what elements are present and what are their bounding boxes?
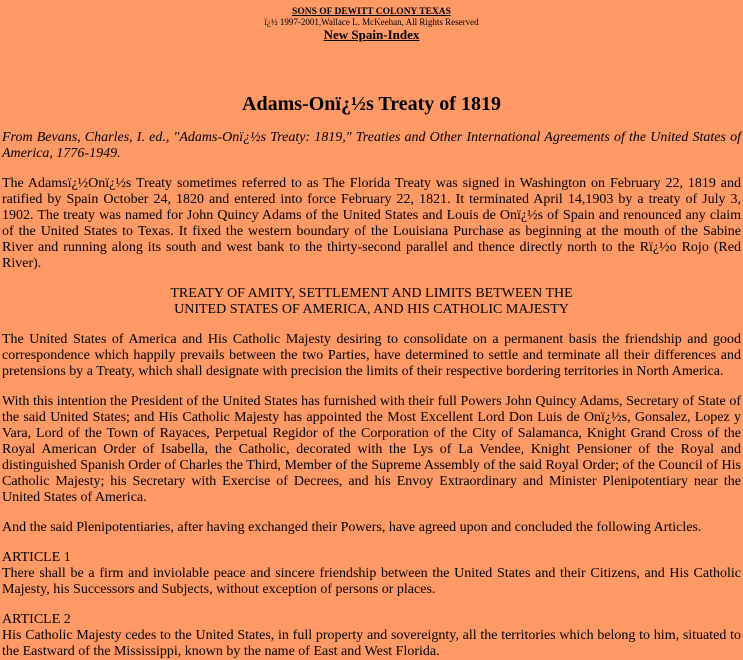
site-name: SONS OF DEWITT COLONY TEXAS (292, 7, 451, 17)
article-text: His Catholic Majesty cedes to the United States, in full property and sovereignty, all the territories which belong to him, situated to the Eastward of the Mississippi, known by the name of East and West Florida. (2, 628, 741, 659)
copyright: ï¿½ 1997-2001,Wallace L. McKeehan, All Rights Reserved (264, 17, 479, 27)
agreement-paragraph: And the said Plenipotentiaries, after having exchanged their Powers, have agreed upon and concluded the following Articles. (2, 520, 702, 535)
article-2 (0, 612, 743, 660)
preamble-paragraph: The United States of America and His Catholic Majesty desiring to consolidate on a permanent basis the friendship and good correspondence which happily prevails between the two Parties, have determined to settle and terminate all their differences and pretensions by a Treaty, which shall designate with precision the limits of their respective bordering territories in North America. (2, 332, 741, 379)
treaty-title-line-1: TREATY OF AMITY, SETTLEMENT AND LIMITS BETWEEN THE (170, 286, 573, 301)
article-heading: ARTICLE 2 (2, 612, 71, 627)
intro-paragraph: The Adamsï¿½Onï¿½s Treaty sometimes referred to as The Florida Treaty was signed in Washington on February 22, 1819 and ratified by Spain October 24, 1820 and entered into force February 22, 1821. It terminated April 14,1903 by a treaty of July 3, 1902. The treaty was named for John Quincy Adams of the United States and Louis de Onï¿½s of Spain and renounced any claim of the United States to Texas. It fixed the western boundary of the Louisiana Purchase as beginning at the mouth of the Sabine River and running along its south and west bank to the thirty-second parallel and thence directly north to the Rï¿½o Rojo (Red River). (2, 176, 741, 271)
article-1 (0, 550, 743, 598)
treaty-title (0, 286, 743, 318)
plenipotentiaries-paragraph: With this intention the President of the United States has furnished with their full Powers John Quincy Adams, Secretary of State of the said United States; and His Catholic Majesty has appointed the Most Excellent Lord Don Luis de Onï¿½s, Gonsalez, Lopez y Vara, Lord of the Town of Rayaces, Perpetual Regidor of the Corporation of the City of Salamanca, Knight Grand Cross of the Royal American Order of Isabella, the Catholic, decorated with the Lys of La Vendee, Knight Pensioner of the Royal and distinguished Spanish Order of Charles the Third, Member of the Supreme Assembly of the said Royal Order; of the Council of His Catholic Majesty; his Secretary with Exercise of Decrees, and his Envoy Extraordinary and Minister Plenipotentiary near the United States of America. (2, 394, 741, 505)
new-spain-index-link[interactable]: New Spain-Index (323, 27, 420, 42)
page-header (0, 7, 743, 44)
citation: From Bevans, Charles, I. ed., "Adams-Onï¿½s Treaty: 1819," Treaties and Other International Agreements of the United States of America, 1776-1949. (2, 130, 741, 161)
treaty-title-line-2: UNITED STATES OF AMERICA, AND HIS CATHOLIC MAJESTY (174, 302, 569, 317)
article-text: There shall be a firm and inviolable peace and sincere friendship between the United States and their Citizens, and His Catholic Majesty, his Successors and Subjects, without exception of persons or places. (2, 566, 741, 597)
article-heading: ARTICLE 1 (2, 550, 71, 565)
page-title: Adams-Onï¿½s Treaty of 1819 (242, 93, 501, 115)
